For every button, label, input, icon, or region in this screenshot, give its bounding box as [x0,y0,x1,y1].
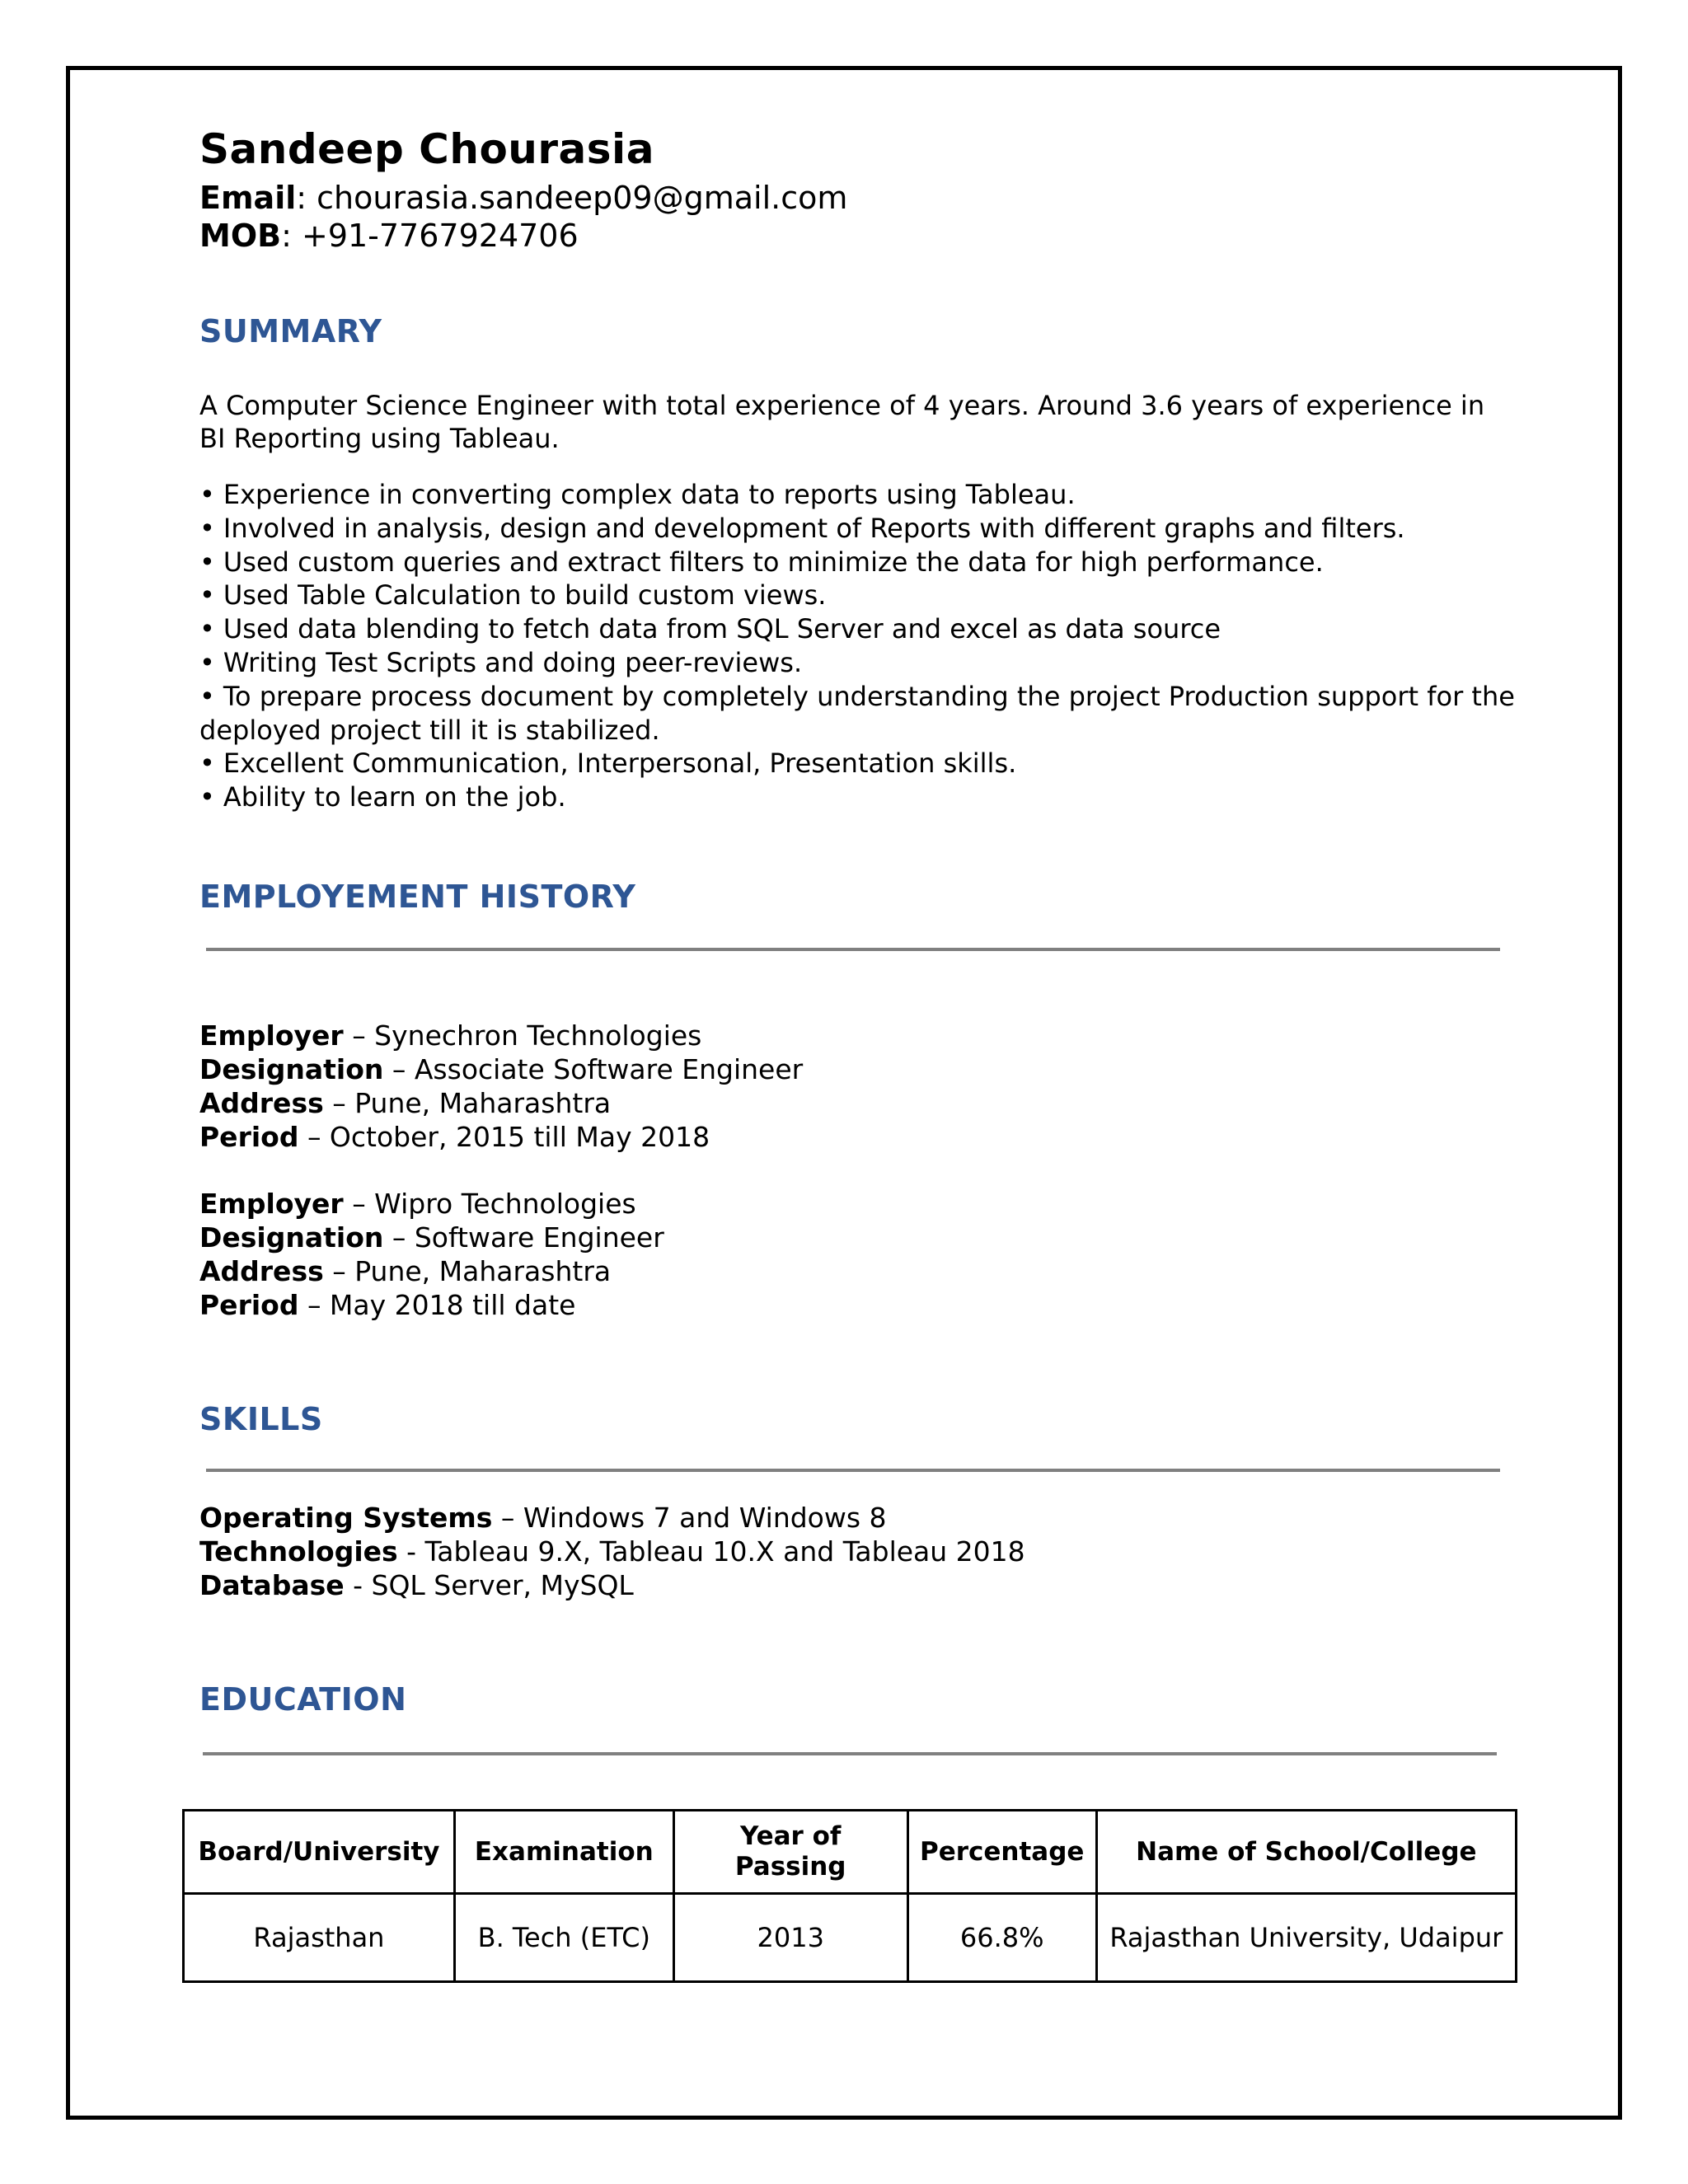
address-value: – Pune, Maharashtra [323,1087,612,1119]
education-table [182,1809,1517,1983]
mobile-label: MOB [199,218,282,254]
skill-label: Technologies [199,1535,398,1568]
bullet-text: Experience in converting complex data to reports using Tableau. [223,479,1076,510]
employer-value: – Synechron Technologies [343,1019,702,1052]
address-value: – Pune, Maharashtra [323,1255,612,1287]
mobile-line [199,217,1535,255]
address-row [199,1254,664,1288]
list-item [199,512,1518,546]
column-header: Examination [454,1811,673,1894]
skill-row [199,1568,1025,1602]
list-item [199,478,1518,512]
designation-row [199,1052,803,1086]
address-label: Address [199,1087,324,1119]
skills-heading: SKILLS [199,1401,323,1437]
address-label: Address [199,1255,324,1287]
education-heading: EDUCATION [199,1681,407,1718]
section-divider [206,1469,1500,1472]
period-row [199,1288,664,1322]
table-cell: B. Tech (ETC) [454,1894,673,1982]
column-header: Board/University [184,1811,455,1894]
section-divider [206,948,1500,951]
summary-bullet-list [199,478,1518,814]
job-entry [199,1019,803,1154]
table-row [184,1894,1517,1982]
column-header: Percentage [907,1811,1096,1894]
designation-label: Designation [199,1053,384,1085]
employer-row [199,1187,664,1221]
bullet-symbol: • [199,680,215,712]
designation-label: Designation [199,1221,384,1254]
period-value: – May 2018 till date [298,1289,576,1321]
bullet-text: Used Table Calculation to build custom views. [223,579,827,612]
employment-heading: EMPLOYEMENT HISTORY [199,879,636,915]
skill-label: Operating Systems [199,1502,493,1534]
bullet-symbol: • [199,512,215,544]
column-header: Name of School/College [1096,1811,1516,1894]
table-header-row [184,1811,1517,1894]
skill-value: – Windows 7 and Windows 8 [492,1502,887,1534]
period-value: – October, 2015 till May 2018 [298,1121,710,1153]
list-item [199,680,1518,748]
table-cell: 66.8% [907,1894,1096,1982]
bullet-symbol: • [199,781,215,813]
column-header: Year of Passing [673,1811,907,1894]
employer-label: Employer [199,1188,344,1220]
list-item [199,780,1518,814]
designation-value: – Software Engineer [383,1221,664,1254]
mobile-value: : +91-7767924706 [281,218,579,254]
list-item [199,747,1518,780]
table-cell: 2013 [673,1894,907,1982]
skills-list [199,1501,1025,1602]
job-entry [199,1187,664,1322]
employer-value: – Wipro Technologies [343,1188,636,1220]
email-label: Email [199,180,297,216]
skill-row [199,1501,1025,1535]
summary-intro: A Computer Science Engineer with total experience of 4 years. Around 3.6 years of experience in BI Reporting using Tableau. [199,390,1485,454]
table-cell: Rajasthan University, Udaipur [1096,1894,1516,1982]
bullet-symbol: • [199,646,215,678]
bullet-text: Writing Test Scripts and doing peer-reviews. [223,646,803,678]
skill-label: Database [199,1569,345,1601]
bullet-text: Used custom queries and extract filters to minimize the data for high performance. [223,546,1324,578]
bullet-symbol: • [199,613,215,645]
bullet-symbol: • [199,579,215,612]
table-cell: Rajasthan [184,1894,455,1982]
skill-value: - Tableau 9.X, Tableau 10.X and Tableau 2018 [397,1535,1025,1568]
designation-row [199,1221,664,1254]
bullet-text: Involved in analysis, design and development of Reports with different graphs and filters. [223,512,1405,544]
employer-row [199,1019,803,1052]
email-line [199,179,1535,217]
summary-heading: SUMMARY [199,313,382,349]
list-item [199,579,1518,612]
period-label: Period [199,1289,299,1321]
email-value: : chourasia.sandeep09@gmail.com [296,180,848,216]
bullet-symbol: • [199,546,215,578]
skill-value: - SQL Server, MySQL [344,1569,634,1601]
bullet-symbol: • [199,479,215,510]
period-row [199,1120,803,1154]
skill-row [199,1535,1025,1568]
employer-label: Employer [199,1019,344,1052]
bullet-text: Excellent Communication, Interpersonal, Presentation skills. [223,748,1017,780]
list-item [199,612,1518,646]
list-item [199,646,1518,680]
bullet-text: Used data blending to fetch data from SQL Server and excel as data source [223,613,1221,645]
bullet-text: Ability to learn on the job. [223,781,566,813]
bullet-symbol: • [199,748,215,780]
period-label: Period [199,1121,299,1153]
designation-value: – Associate Software Engineer [383,1053,804,1085]
list-item [199,546,1518,579]
bullet-text: To prepare process document by completely understanding the project Production support for the deployed project till it is stabilized. [199,680,1515,746]
address-row [199,1086,803,1120]
section-divider [203,1752,1497,1755]
resume-header [199,120,1535,255]
candidate-name: Sandeep Chourasia [199,125,654,173]
